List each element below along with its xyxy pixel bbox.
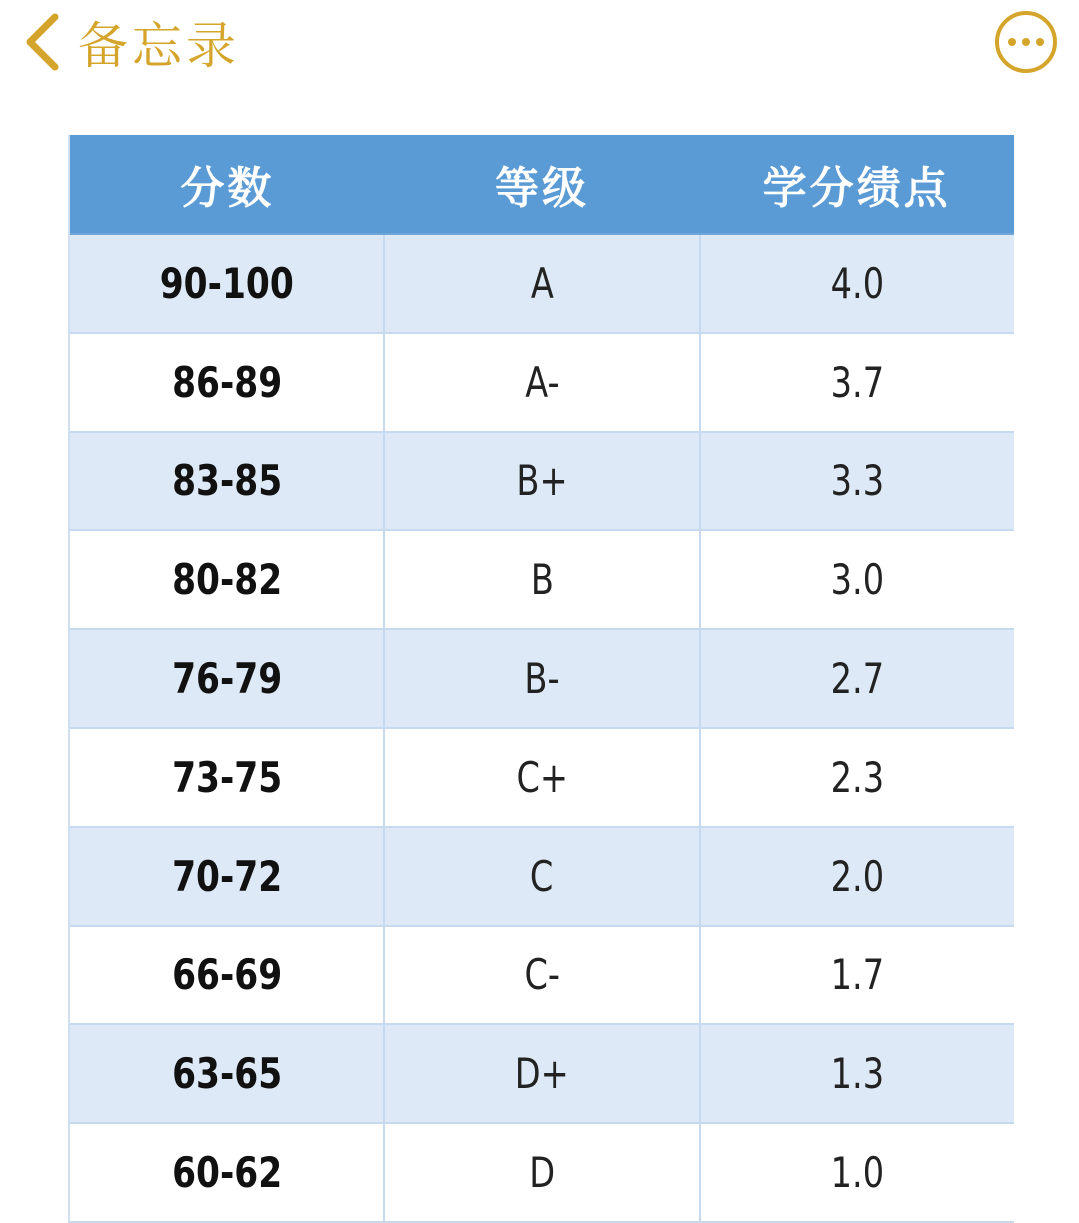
gpa-cell-text: 4.0 [830, 258, 885, 308]
score-cell-text: 70-72 [171, 851, 282, 901]
score-cell [70, 531, 383, 628]
table-row [70, 630, 1014, 729]
back-button[interactable] [24, 10, 240, 74]
gpa-cell-text: 3.0 [830, 555, 885, 605]
header-cell [699, 135, 1014, 233]
grade-cell [383, 630, 698, 727]
grade-cell-text: C [530, 851, 554, 901]
gpa-cell-text: 1.3 [830, 1049, 885, 1099]
gpa-cell [699, 630, 1014, 727]
grade-cell-text: A- [524, 357, 560, 407]
table-row [70, 927, 1014, 1026]
score-cell [70, 433, 383, 530]
grade-cell-text: B+ [516, 456, 568, 506]
score-cell [70, 1025, 383, 1122]
score-cell-text: 63-65 [171, 1049, 282, 1099]
score-cell-text: 76-79 [171, 654, 282, 704]
gpa-cell [699, 1124, 1014, 1221]
gpa-cell [699, 433, 1014, 530]
grade-cell [383, 927, 698, 1024]
more-dot-icon [1008, 38, 1016, 46]
gpa-cell-text: 2.0 [830, 851, 885, 901]
score-cell [70, 828, 383, 925]
grade-cell [383, 1025, 698, 1122]
more-options-button[interactable] [995, 11, 1057, 73]
header-cell [385, 135, 700, 233]
grade-cell [383, 334, 698, 431]
header-cell [70, 135, 385, 233]
gpa-cell-text: 2.7 [830, 654, 885, 704]
gpa-cell [699, 828, 1014, 925]
table-row [70, 334, 1014, 433]
score-cell-text: 73-75 [171, 752, 282, 802]
table-header-row [70, 135, 1014, 235]
more-dot-icon [1036, 38, 1044, 46]
gpa-cell [699, 531, 1014, 628]
score-cell-text: 86-89 [171, 357, 282, 407]
score-cell [70, 235, 383, 332]
gpa-cell-text: 2.3 [830, 752, 885, 802]
gpa-cell [699, 1025, 1014, 1122]
table-row [70, 1124, 1014, 1223]
table-row [70, 433, 1014, 532]
grade-cell-text: A [530, 258, 554, 308]
table-row [70, 235, 1014, 334]
gpa-cell [699, 927, 1014, 1024]
table-row [70, 1025, 1014, 1124]
grade-cell [383, 235, 698, 332]
grade-cell [383, 433, 698, 530]
table-row [70, 828, 1014, 927]
gpa-cell [699, 729, 1014, 826]
chevron-left-icon [24, 13, 60, 71]
gpa-table [68, 135, 1014, 1223]
score-cell [70, 927, 383, 1024]
score-cell [70, 630, 383, 727]
score-cell-text: 80-82 [171, 555, 282, 605]
header-score: 分数 [180, 163, 275, 214]
grade-cell-text: B- [524, 654, 560, 704]
score-cell [70, 334, 383, 431]
gpa-cell-text: 1.0 [830, 1148, 885, 1198]
gpa-cell-text: 3.7 [830, 357, 885, 407]
score-cell [70, 729, 383, 826]
gpa-cell-text: 3.3 [830, 456, 885, 506]
grade-cell [383, 1124, 698, 1221]
table-body [70, 235, 1014, 1223]
gpa-cell [699, 334, 1014, 431]
grade-cell [383, 828, 698, 925]
table-row [70, 729, 1014, 828]
score-cell-text: 66-69 [171, 950, 282, 1000]
more-dot-icon [1022, 38, 1030, 46]
grade-cell [383, 531, 698, 628]
gpa-cell [699, 235, 1014, 332]
header-gpa: 学分绩点 [762, 163, 951, 214]
grade-cell-text: B [530, 555, 554, 605]
score-cell-text: 83-85 [171, 456, 282, 506]
header-grade: 等级 [495, 163, 589, 214]
back-label: 备忘录 [78, 17, 240, 75]
grade-cell [383, 729, 698, 826]
score-cell-text: 60-62 [171, 1148, 282, 1198]
gpa-cell-text: 1.7 [830, 950, 885, 1000]
grade-cell-text: C- [524, 950, 560, 1000]
grade-cell-text: C+ [516, 752, 568, 802]
score-cell-text: 90-100 [159, 258, 294, 308]
grade-cell-text: D [529, 1148, 555, 1198]
grade-cell-text: D+ [514, 1049, 570, 1099]
score-cell [70, 1124, 383, 1221]
navigation-bar [0, 0, 1079, 100]
table-row [70, 531, 1014, 630]
